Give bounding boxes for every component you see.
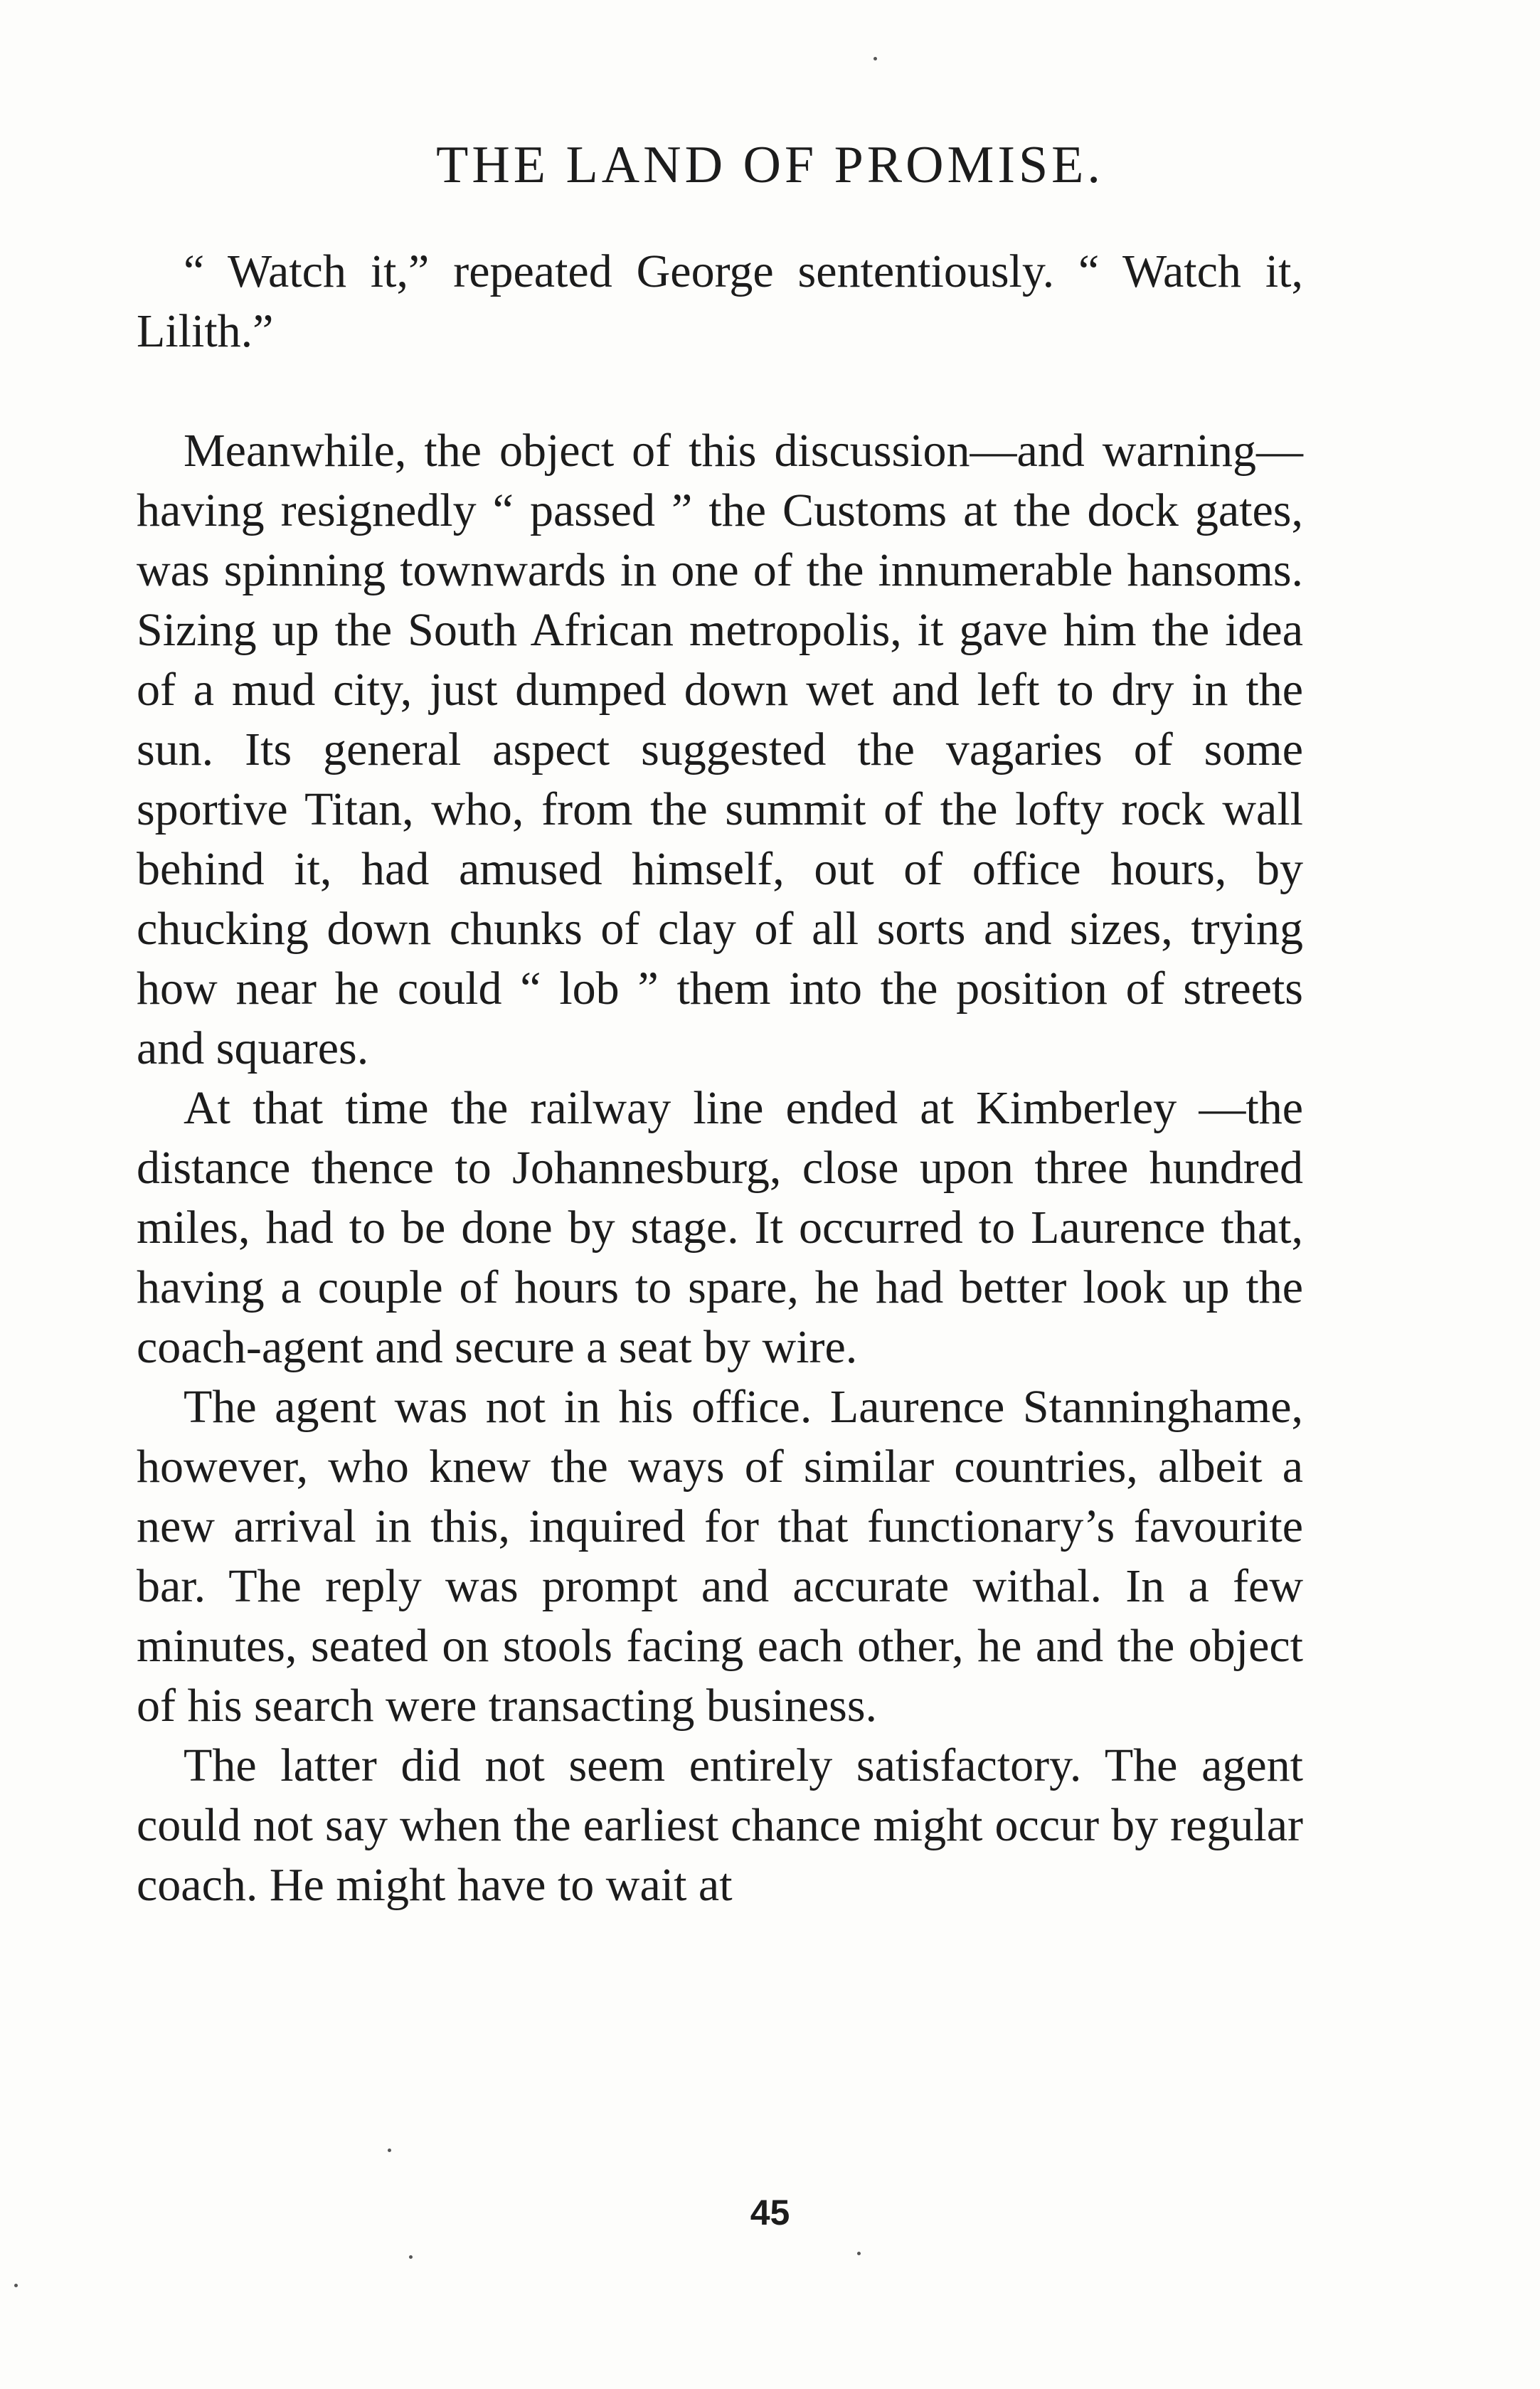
paragraph-4: The agent was not in his office. Laurence Stanninghame, however, who knew the ways of similar countries, albeit a new arrival in this, inquired for that functionary’s favourite bar. The reply was prompt and accurate withal. In a few minutes, seated on stools facing each other, he and the object of his search were transacting business. <box>137 1381 1303 1732</box>
print-speck <box>14 2284 18 2287</box>
page-number: 45 <box>750 2193 790 2232</box>
paragraph-3: At that time the railway line ended at Kimberley —the distance thence to Johannesburg, close upon three hundred miles, had to be done by stage. It occurred to Laurence that, having a couple of hours to spare, he had better look up the coach-agent and secure a seat by wire. <box>137 1082 1303 1373</box>
print-speck <box>409 2255 413 2259</box>
paragraph-1: “ Watch it,” repeated George sententiously. “ Watch it, Lilith.” <box>137 245 1303 357</box>
print-speck <box>388 2149 391 2152</box>
print-speck <box>873 57 877 60</box>
paragraph-5: The latter did not seem entirely satisfactory. The agent could not say when the earliest chance might occur by regular coach. He might have to wait at <box>137 1739 1303 1911</box>
print-speck <box>857 2252 861 2255</box>
paragraph-2: Meanwhile, the object of this discussion—and warning—having resignedly “ passed ” the Customs at the dock gates, was spinning townwards in one of the innumerable hansoms. Sizing up the South African metropolis, it gave him the idea of a mud city, just dumped down wet and left to dry in the sun. Its general aspect suggested the vagaries of some sportive Titan, who, from the summit of the lofty rock wall behind it, had amused himself, out of office hours, by chucking down chunks of clay of all sorts and sizes, trying how near he could “ lob ” them into the position of streets and squares. <box>137 425 1303 1074</box>
running-head: THE LAND OF PROMISE. <box>436 136 1104 194</box>
body-text <box>137 242 1303 1915</box>
